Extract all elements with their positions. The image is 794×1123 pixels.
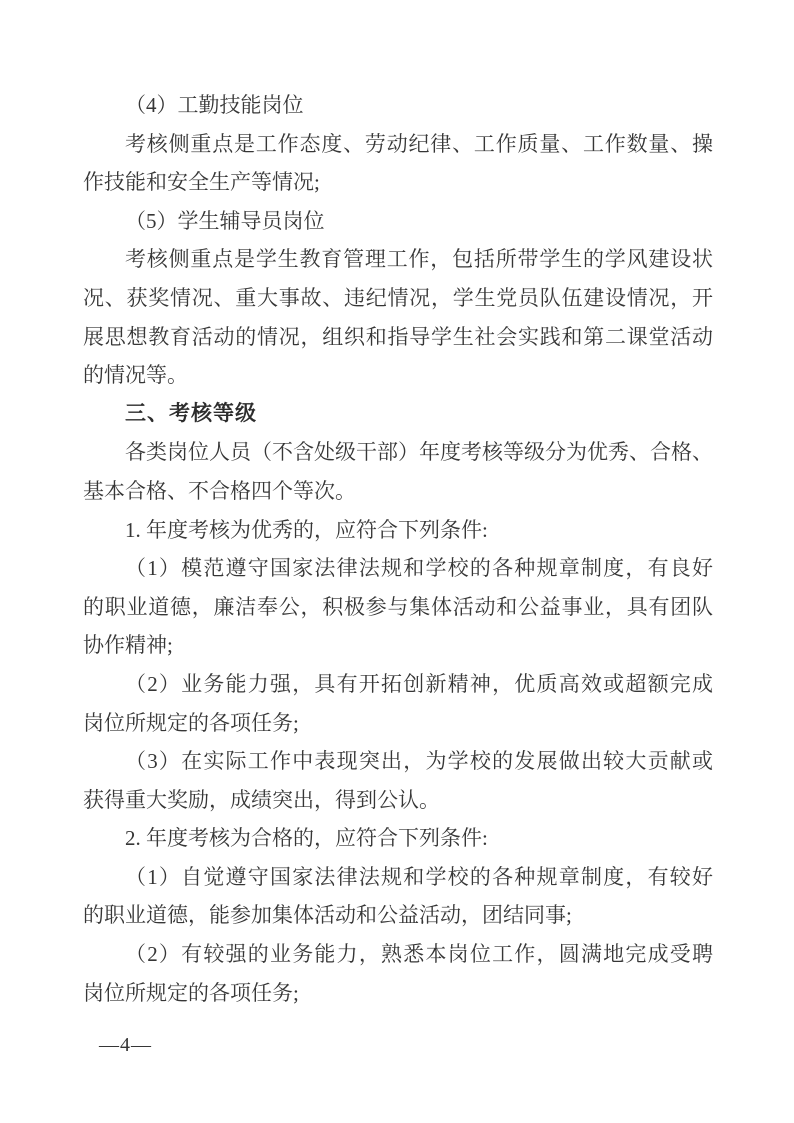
doc-line: 考核侧重点是学生教育管理工作，包括所带学生的学风建设状 <box>125 247 713 272</box>
doc-line: 的情况等。 <box>83 363 188 388</box>
doc-line: 展思想教育活动的情况，组织和指导学生社会实践和第二课堂活动 <box>83 324 713 349</box>
doc-line-item-5-heading: （5）学生辅导员岗位 <box>125 208 325 233</box>
doc-line: （2）有较强的业务能力，熟悉本岗位工作，圆满地完成受聘 <box>125 942 713 967</box>
doc-line-item-4-heading: （4）工勤技能岗位 <box>125 93 304 117</box>
doc-line: 考核侧重点是工作态度、劳动纪律、工作质量、工作数量、操 <box>125 131 713 156</box>
doc-line: 的职业道德，廉洁奉公，积极参与集体活动和公益事业，具有团队 <box>83 594 713 619</box>
doc-line: （3）在实际工作中表现突出，为学校的发展做出较大贡献或 <box>125 749 713 774</box>
doc-line: （1）模范遵守国家法律法规和学校的各种规章制度，有良好 <box>125 556 713 581</box>
doc-line-criteria-1-heading: 1. 年度考核为优秀的，应符合下列条件: <box>125 517 488 542</box>
doc-line: 基本合格、不合格四个等次。 <box>83 478 356 503</box>
page-number: —4— <box>99 1034 152 1056</box>
doc-line: 岗位所规定的各项任务; <box>83 710 299 735</box>
document-body <box>83 86 713 1012</box>
doc-line: （1）自觉遵守国家法律法规和学校的各种规章制度，有较好 <box>125 864 713 889</box>
doc-line: 岗位所规定的各项任务; <box>83 980 299 1005</box>
doc-line: 获得重大奖励，成绩突出，得到公认。 <box>83 787 440 812</box>
doc-line: （2）业务能力强，具有开拓创新精神，优质高效或超额完成 <box>125 671 713 696</box>
section-heading-grades: 三、考核等级 <box>125 401 257 425</box>
doc-line-criteria-2-heading: 2. 年度考核为合格的，应符合下列条件: <box>125 826 488 851</box>
doc-line: 作技能和安全生产等情况; <box>83 170 320 195</box>
doc-line: 协作精神; <box>83 633 173 658</box>
doc-line: 各类岗位人员（不含处级干部）年度考核等级分为优秀、合格、 <box>125 440 713 465</box>
doc-line: 的职业道德，能参加集体活动和公益活动，团结同事; <box>83 903 572 928</box>
doc-line: 况、获奖情况、重大事故、违纪情况，学生党员队伍建设情况，开 <box>83 285 713 310</box>
